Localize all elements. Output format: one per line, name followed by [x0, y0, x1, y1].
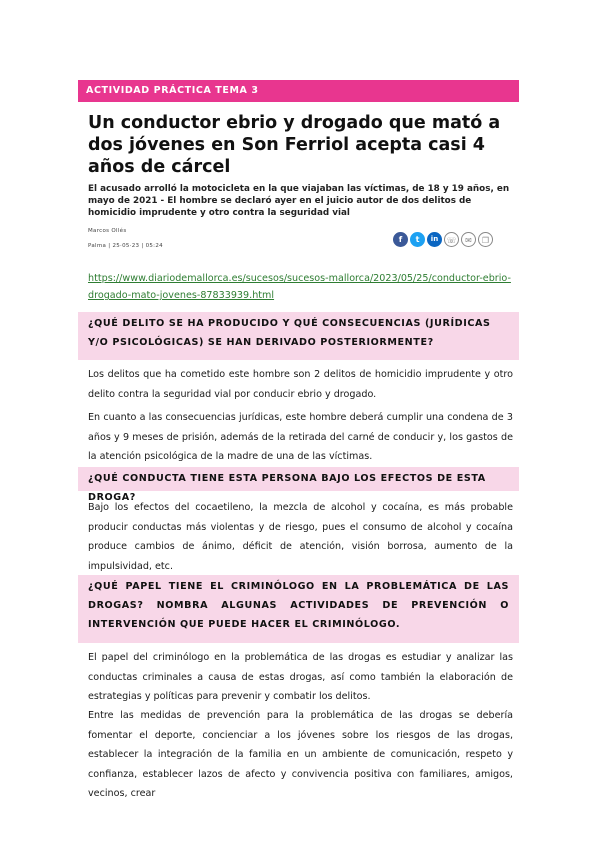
share-bar — [393, 232, 493, 247]
whatsapp-icon[interactable]: ☏ — [444, 232, 459, 247]
linkedin-icon[interactable]: in — [427, 232, 442, 247]
answer-paragraph: Los delitos que ha cometido este hombre son 2 delitos de homicidio imprudente y otro delito contra la seguridad vial por conducir ebrio y drogado. — [88, 369, 513, 400]
source-link[interactable]: https://www.diariodemallorca.es/sucesos/sucesos-mallorca/2023/05/25/conductor-ebrio-drogado-mato-jovenes-87833939.html — [88, 273, 511, 301]
article-subhead: El acusado arrolló la motocicleta en la que viajaban las víctimas, de 18 y 19 años, en mayo de 2021 - El hombre se declaró ayer en el juicio autor de dos delitos de homicidio imprudente y otro contra la seguridad vial — [88, 184, 510, 218]
question-heading: ¿QUÉ PAPEL TIENE EL CRIMINÓLOGO EN LA PROBLEMÁTICA DE LAS DROGAS? NOMBRA ALGUNAS ACTIVIDADES DE PREVENCIÓN O INTERVENCIÓN QUE PUEDE HACER EL CRIMINÓLOGO. — [78, 575, 519, 643]
article-headline: Un conductor ebrio y drogado que mató a dos jóvenes en Son Ferriol acepta casi 4 años de cárcel — [88, 113, 501, 177]
activity-banner: ACTIVIDAD PRÁCTICA TEMA 3 — [78, 80, 519, 102]
facebook-icon[interactable]: f — [393, 232, 408, 247]
mail-icon[interactable]: ✉ — [461, 232, 476, 247]
answer-paragraph: El papel del criminólogo en la problemática de las drogas es estudiar y analizar las conductas criminales a causa de estas drogas, así como también la elaboración de estrategias y políticas para prevenir y combatir los delitos. — [88, 652, 513, 702]
twitter-icon[interactable]: t — [410, 232, 425, 247]
question-heading: ¿QUÉ DELITO SE HA PRODUCIDO Y QUÉ CONSECUENCIAS (JURÍDICAS Y/O PSICOLÓGICAS) SE HAN DERIVADO POSTERIORMENTE? — [78, 312, 519, 360]
answer-paragraph: Entre las medidas de prevención para la problemática de las drogas se debería fomentar el deporte, concienciar a los jóvenes sobre los riesgos de las drogas, establecer la integración de la familia en un ambiente de comunicación, respeto y confianza, establecer lazos de afecto y convivencia positiva con familiares, amigos, vecinos, crear — [88, 710, 513, 799]
question-heading: ¿QUÉ CONDUCTA TIENE ESTA PERSONA BAJO LOS EFECTOS DE ESTA DROGA? — [78, 467, 519, 491]
article-dateline: Palma | 25·05·23 | 05:24 — [88, 243, 163, 249]
answer-paragraph: Bajo los efectos del cocaetileno, la mezcla de alcohol y cocaína, es más probable producir conductas más violentas y de riesgo, pues el consumo de alcohol y cocaína produce cambios de ánimo, déficit de atención, visión borrosa, aumento de la impulsividad, etc. — [88, 502, 513, 572]
answer-paragraph: En cuanto a las consecuencias jurídicas, este hombre deberá cumplir una condena de 3 años y 9 meses de prisión, además de la retirada del carné de conducir y, los gastos de la atención psicológica de la madre de una de las víctimas. — [88, 412, 513, 462]
article-author: Marcos Ollés — [88, 228, 127, 234]
copy-icon[interactable]: ❐ — [478, 232, 493, 247]
